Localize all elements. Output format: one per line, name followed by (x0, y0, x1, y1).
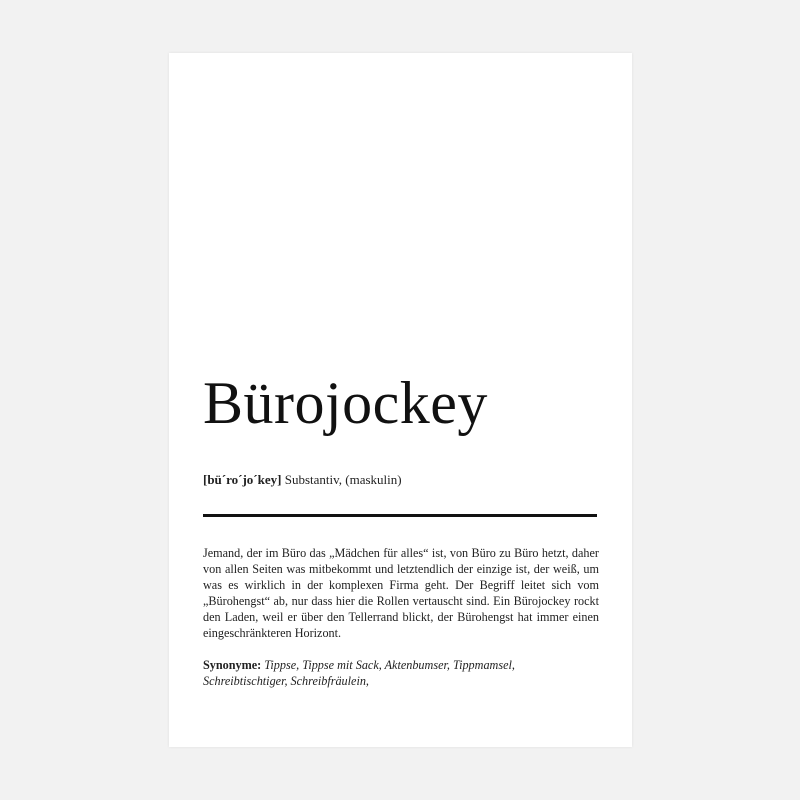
poster-card (169, 53, 632, 747)
pronunciation: [bü´ro´jo´key] (203, 472, 282, 487)
word-class: Substantiv, (maskulin) (284, 472, 402, 487)
word-title: Bürojockey (203, 370, 488, 436)
synonyms-list: Tippse, Tippse mit Sack, Aktenbumser, Tippmamsel, Schreibtischtiger, Schreibfräulein, (203, 658, 515, 688)
pronunciation-line (203, 472, 402, 488)
definition-text: Jemand, der im Büro das „Mädchen für alles“ ist, von Büro zu Büro hetzt, daher von allen Seiten was mitbekommt und letztendlich der einzige ist, der weiß, um was es wirklich in der komplexen Firma geht. Der Begriff leitet sich vom „Bürohengst“ ab, nur dass hier die Rollen vertauscht sind. Ein Bürojockey rockt den Laden, weil er über den Tellerrand blickt, der Bürohengst hat immer einen eingeschränkteren Horizont. (203, 546, 599, 640)
divider-rule (203, 514, 597, 517)
synonyms-block (203, 657, 599, 689)
synonyms-label: Synonyme: (203, 658, 262, 672)
